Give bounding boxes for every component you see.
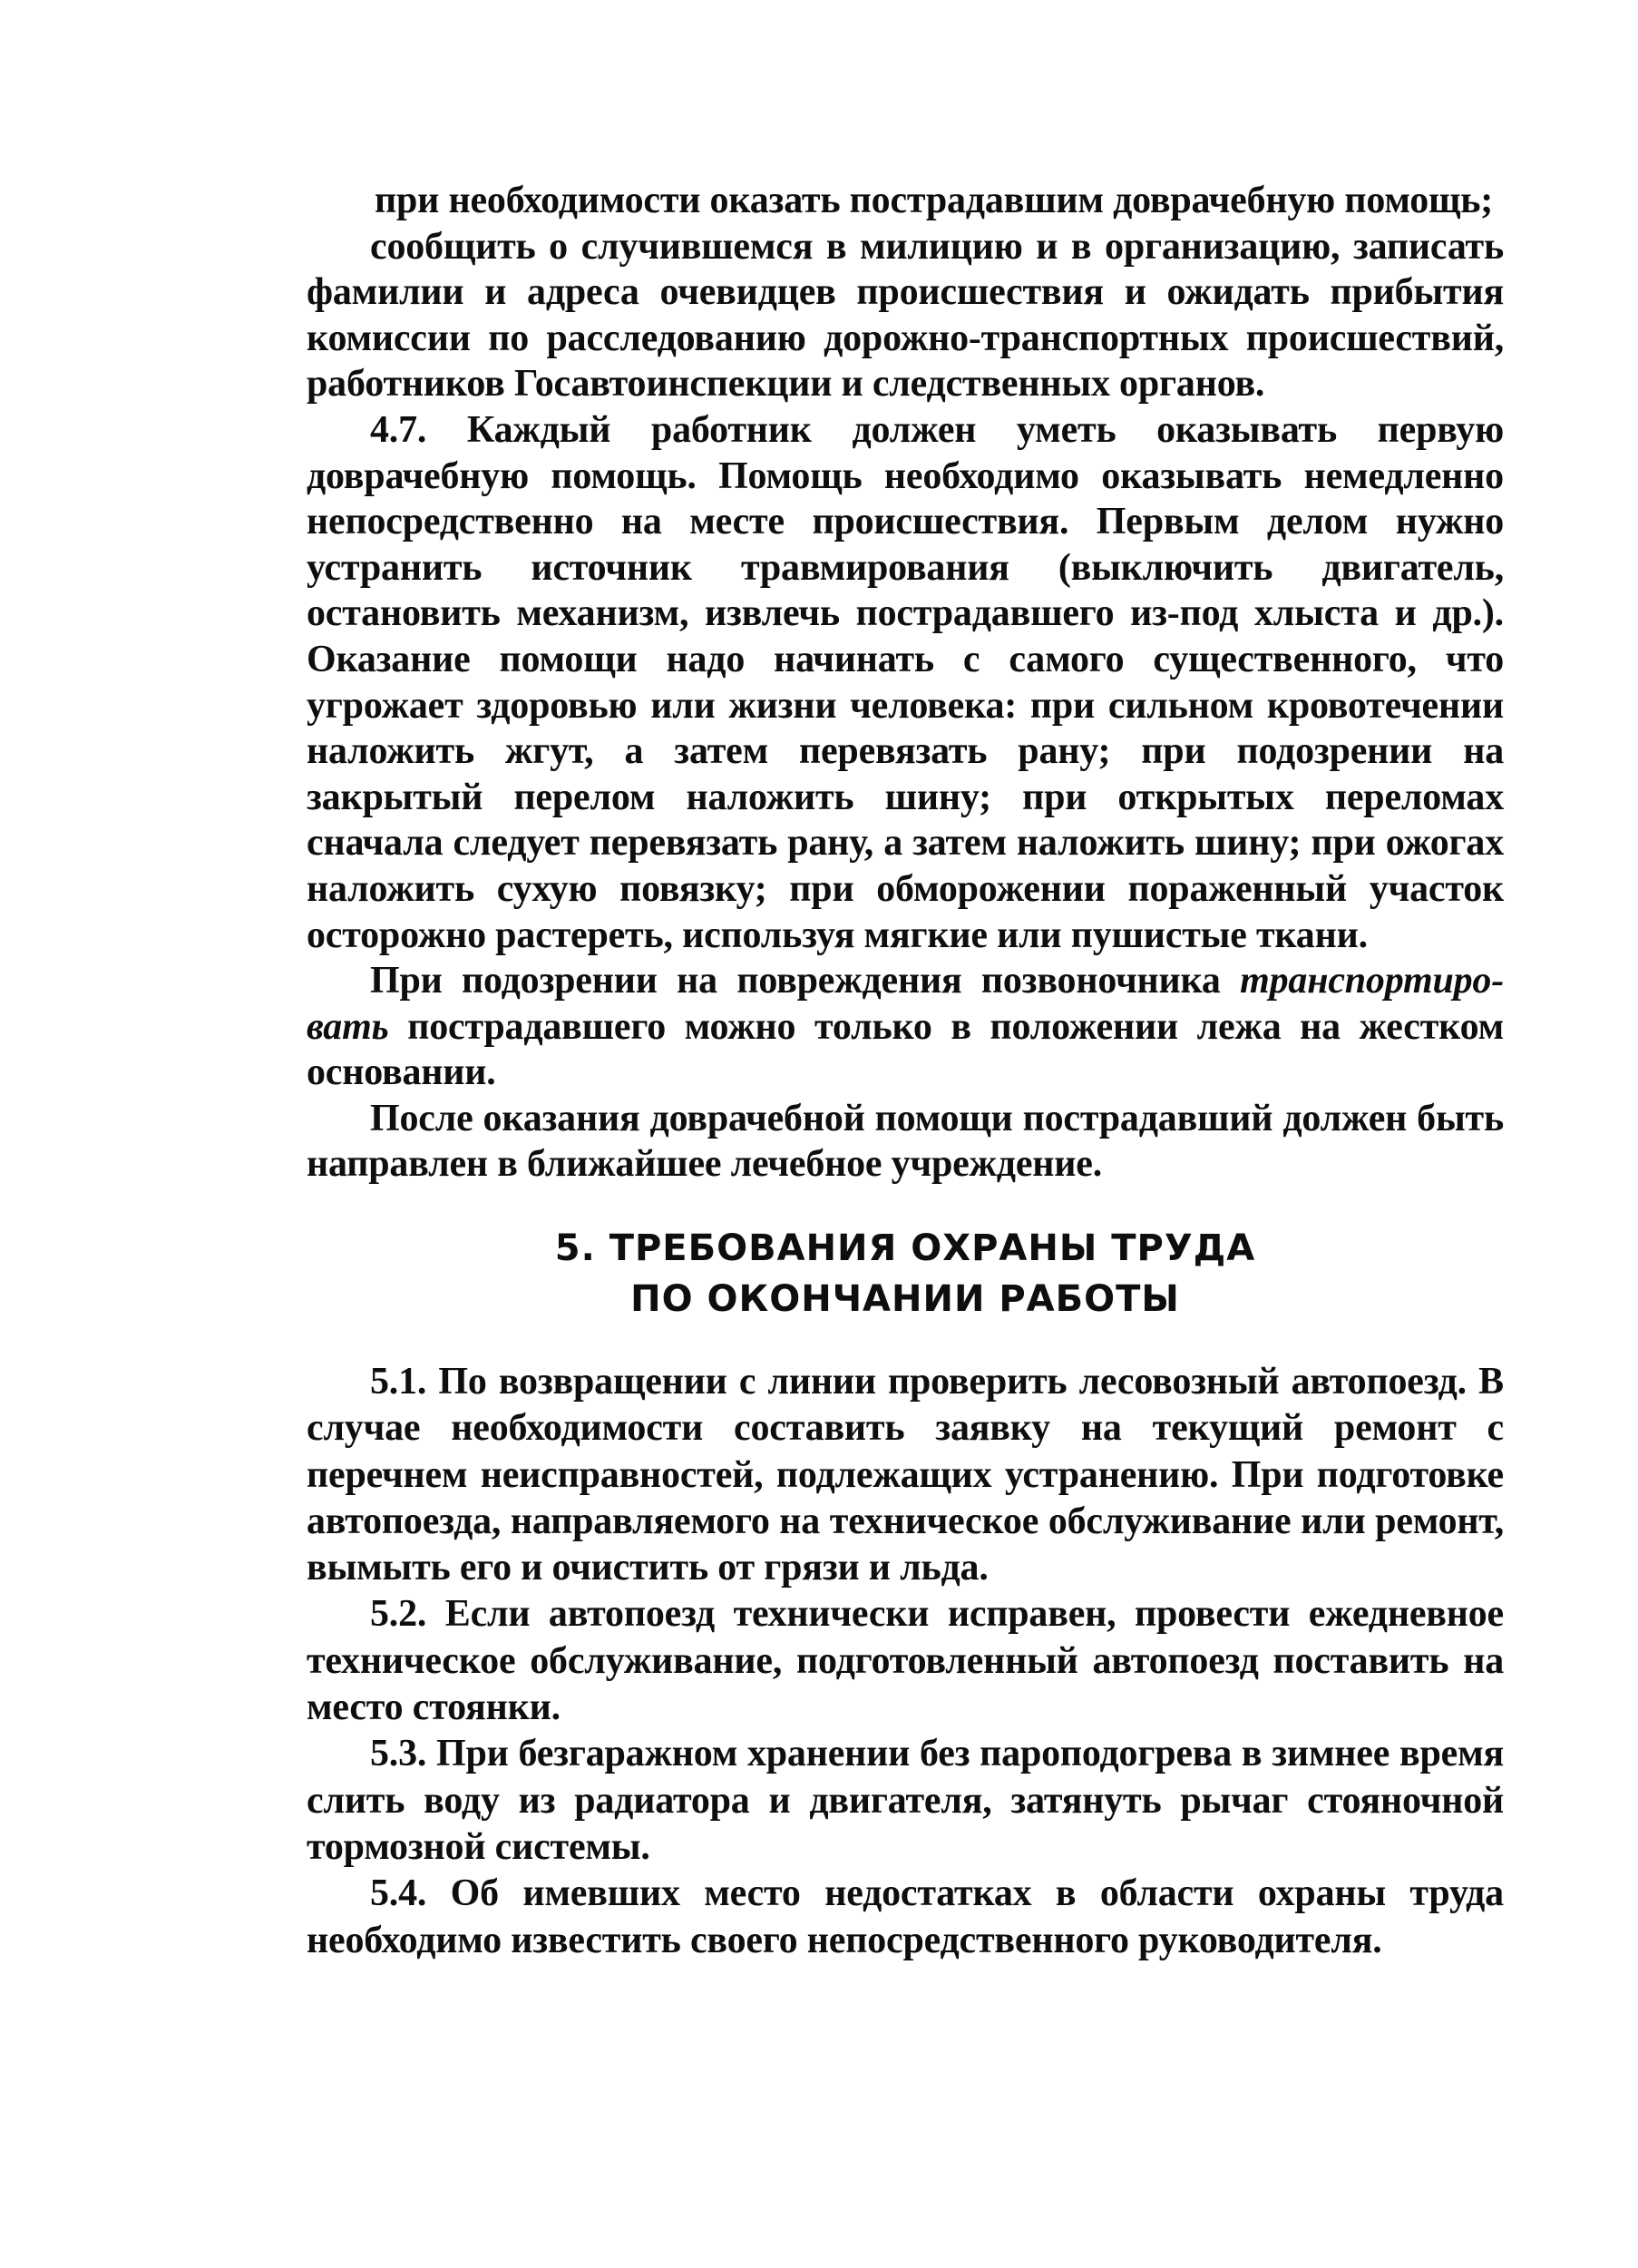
section-4-continuation [307, 178, 1504, 1188]
item-text-5-3: При безгаражном хранении без пароподогрева в зимнее время слить воду из радиатора и двигателя, затянуть рычаг стояночной тормозной системы. [307, 1733, 1504, 1868]
paragraph-5-2 [307, 1591, 1504, 1731]
spine-text-after: пострадавшего можно только в положении лежа на жестком основании. [307, 1005, 1504, 1094]
section-5-heading-line-1: 5. ТРЕБОВАНИЯ ОХРАНЫ ТРУДА [554, 1227, 1256, 1269]
paragraph-4-7 [307, 407, 1504, 958]
item-number-5-3: 5.3. [370, 1733, 427, 1775]
item-number-4-7: 4.7. [370, 408, 427, 451]
paragraph-first-aid-line: при необходимости оказать пострадавшим доврачебную помощь; [375, 180, 1494, 221]
paragraph-5-1 [307, 1359, 1504, 1591]
item-number-5-4: 5.4. [370, 1872, 427, 1915]
item-number-5-2: 5.2. [370, 1593, 427, 1636]
section-5-heading-line-2: ПО ОКОНЧАНИИ РАБОТЫ [630, 1278, 1180, 1320]
paragraph-spine-injury [307, 958, 1504, 1096]
section-5-heading [307, 1223, 1504, 1325]
paragraph-5-4 [307, 1871, 1504, 1964]
spine-text-italic: транспортиро-вать [307, 960, 1504, 1048]
section-5-body [307, 1359, 1504, 1964]
paragraph-5-3 [307, 1731, 1504, 1871]
spine-text-before: При подозрении на повреждения позвоночника [370, 960, 1241, 1002]
item-text-4-7: Каждый работник должен уметь оказывать первую доврачебную помощь. Помощь необходимо оказывать немедленно непосредственно на месте происшествия. Первым делом нужно устранить источник травмирования (выключить двигатель, остановить механизм, извлечь пострадавшего из-под хлыста и др.). Оказание помощи надо начинать с самого существенного, что угрожает здоровью или жизни человека: при сильном кровотечении наложить жгут, а затем перевязать рану; при подозрении на закрытый перелом наложить шину; при открытых переломах сначала следует перевязать рану, а затем наложить шину; при ожогах наложить сухую повязку; при обморожении пораженный участок осторожно растереть, используя мягкие или пушистые ткани. [307, 408, 1504, 956]
paragraph-report-incident: сообщить о случившемся в милицию и в организацию, записать фамилии и адреса очевидцев происшествия и ожидать прибытия комиссии по расследованию дорожно-транспортных происшествий, работников Госавтоинспекции и следственных органов. [307, 225, 1504, 406]
item-text-5-4: Об имевших место недостатках в области охраны труда необходимо известить своего непосредственного руководителя. [307, 1872, 1504, 1961]
paragraph-after-aid: После оказания доврачебной помощи пострадавший должен быть направлен в ближайшее лечебное учреждение. [307, 1097, 1504, 1186]
item-number-5-1: 5.1. [370, 1361, 427, 1403]
item-text-5-1: По возвращении с линии проверить лесовозный автопоезд. В случае необходимости составить заявку на текущий ремонт с перечнем неисправностей, подлежащих устранению. При подготовке автопоезда, направляемого на техническое обслуживание или ремонт, вымыть его и очистить от грязи и льда. [307, 1361, 1504, 1589]
item-text-5-2: Если автопоезд технически исправен, провести ежедневное техническое обслуживание, подготовленный автопоезд поставить на место стоянки. [307, 1593, 1504, 1729]
